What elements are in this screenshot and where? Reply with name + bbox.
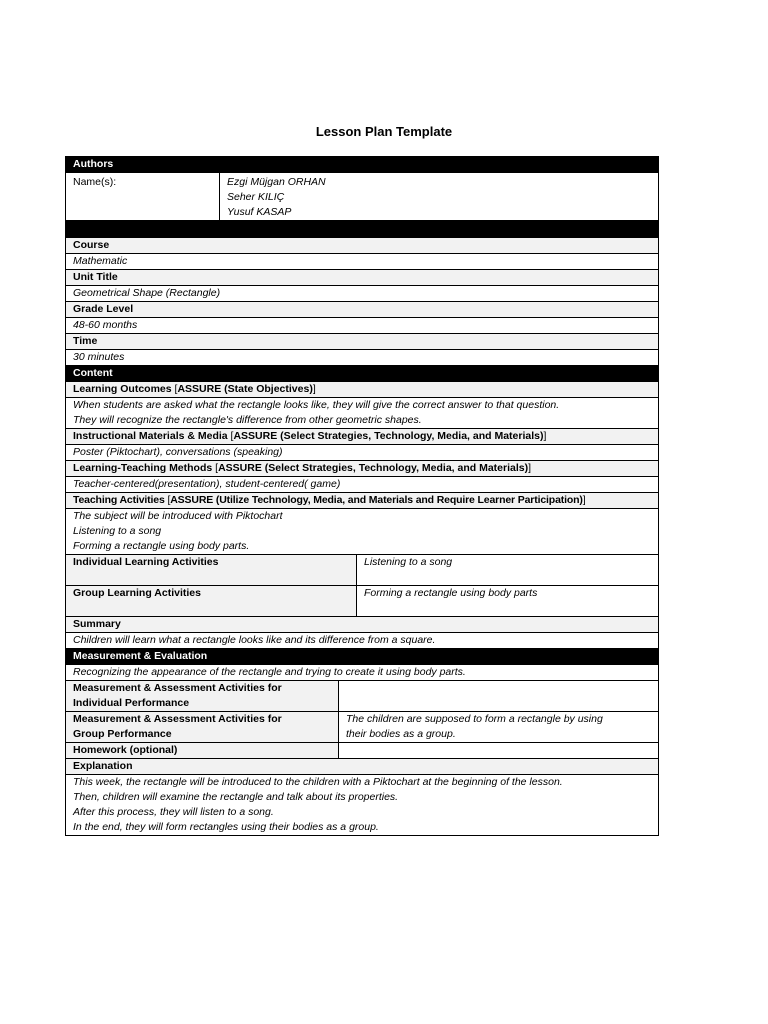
time-value: 30 minutes [73, 351, 125, 363]
page-title: Lesson Plan Template [315, 124, 453, 139]
materials-value-row [66, 444, 658, 460]
individual-assessment-row [66, 680, 658, 711]
teaching-activities-value-row [66, 508, 658, 554]
time-value-row [66, 349, 658, 365]
summary-label-row [66, 616, 658, 632]
learning-outcomes-value [66, 398, 658, 428]
individual-activities-row [66, 554, 658, 585]
group-activities-row [66, 585, 658, 616]
time-label-row [66, 333, 658, 349]
explanation-line: Then, children will examine the rectangle and talk about its properties. [73, 791, 399, 803]
measurement-header: Measurement & Evaluation [66, 649, 658, 664]
group-activities-label: Group Learning Activities [66, 586, 356, 616]
unit-title-label: Unit Title [66, 270, 658, 285]
homework-value [338, 743, 658, 758]
author-names [219, 173, 658, 220]
content-header-row [66, 365, 658, 381]
unit-title-value: Geometrical Shape (Rectangle) [73, 287, 221, 299]
course-label: Course [66, 238, 658, 253]
author-name: Ezgi Müjgan ORHAN [227, 176, 326, 188]
learning-outcomes-assure: ASSURE (State Objectives) [177, 383, 313, 395]
learning-outcomes-title: Learning Outcomes [73, 383, 172, 395]
author-name: Yusuf KASAP [227, 206, 292, 218]
materials-label-row [66, 428, 658, 444]
author-name: Seher KILIÇ [227, 191, 285, 203]
course-value: Mathematic [73, 255, 128, 267]
activity-line: Forming a rectangle using body parts. [73, 540, 250, 552]
grade-level-label-row [66, 301, 658, 317]
summary-value-row [66, 632, 658, 648]
measurement-header-row [66, 648, 658, 664]
teaching-activities-assure: ASSURE (Utilize Technology, Media, and Materials and Require Learner Participation) [170, 494, 583, 506]
materials-value: Poster (Piktochart), conversations (speaking) [73, 446, 283, 458]
explanation-label: Explanation [66, 759, 658, 774]
grade-level-value-row [66, 317, 658, 333]
grade-level-label: Grade Level [66, 302, 658, 317]
course-label-row [66, 237, 658, 253]
names-label: Name(s): [73, 176, 117, 188]
individual-activities-value: Listening to a song [356, 555, 658, 585]
learning-outcomes-value-row [66, 397, 658, 428]
homework-label: Homework (optional) [66, 743, 338, 758]
activity-line: The subject will be introduced with Piktochart [73, 510, 283, 522]
teaching-activities-value [66, 509, 658, 554]
authors-header: Authors [66, 157, 658, 172]
methods-value: Teacher-centered(presentation), student-centered( game) [73, 478, 341, 490]
individual-activities-label: Individual Learning Activities [66, 555, 356, 585]
summary-label: Summary [66, 617, 658, 632]
measurement-value: Recognizing the appearance of the rectangle and trying to create it using body parts. [73, 666, 466, 678]
explanation-line: This week, the rectangle will be introduced to the children with a Piktochart at the beginning of the lesson. [73, 776, 563, 788]
methods-value-row [66, 476, 658, 492]
homework-row [66, 742, 658, 758]
individual-assessment-value [338, 681, 658, 711]
explanation-label-row [66, 758, 658, 774]
group-assessment-value: The children are supposed to form a rectangle by using their bodies as a group. [338, 712, 658, 742]
teaching-activities-title: Teaching Activities [73, 494, 165, 506]
methods-label: Learning-Teaching Methods [ASSURE (Select Strategies, Technology, Media, and Materials)] [66, 461, 658, 476]
unit-title-value-row [66, 285, 658, 301]
lesson-plan-table [65, 156, 659, 836]
summary-value: Children will learn what a rectangle looks like and its difference from a square. [73, 634, 436, 646]
teaching-activities-label: Teaching Activities [ASSURE (Utilize Technology, Media, and Materials and Require Learner Participation)] [66, 493, 658, 508]
explanation-value-row [66, 774, 658, 835]
black-separator [66, 221, 658, 237]
individual-assessment-label: Measurement & Assessment Activities for Individual Performance [66, 681, 338, 711]
explanation-line: After this process, they will listen to a song. [73, 806, 274, 818]
grade-level-value: 48-60 months [73, 319, 138, 331]
activity-line: Listening to a song [73, 525, 162, 537]
materials-assure: ASSURE (Select Strategies, Technology, Media, and Materials) [233, 430, 544, 442]
explanation-line: In the end, they will form rectangles using their bodies as a group. [73, 821, 379, 833]
unit-title-label-row [66, 269, 658, 285]
content-header: Content [66, 366, 658, 381]
authors-names-row [66, 172, 658, 220]
learning-outcomes-label-row [66, 381, 658, 397]
authors-header-row [66, 157, 658, 172]
materials-title: Instructional Materials & Media [73, 430, 228, 442]
explanation-value [66, 775, 658, 835]
measurement-value-row [66, 664, 658, 680]
course-value-row [66, 253, 658, 269]
separator-row [66, 220, 658, 237]
time-label: Time [66, 334, 658, 349]
materials-label: Instructional Materials & Media [ASSURE (Select Strategies, Technology, Media, and Materials)] [66, 429, 658, 444]
outcome-line: When students are asked what the rectangle looks like, they will give the correct answer to that question. [73, 399, 560, 411]
group-activities-value: Forming a rectangle using body parts [356, 586, 658, 616]
methods-label-row [66, 460, 658, 476]
group-assessment-row [66, 711, 658, 742]
outcome-line: They will recognize the rectangle's difference from other geometric shapes. [73, 414, 422, 426]
learning-outcomes-label: Learning Outcomes [ASSURE (State Objectives)] [66, 382, 658, 397]
teaching-activities-label-row [66, 492, 658, 508]
methods-title: Learning-Teaching Methods [73, 462, 213, 474]
group-assessment-label: Measurement & Assessment Activities for Group Performance [66, 712, 338, 742]
methods-assure: ASSURE (Select Strategies, Technology, Media, and Materials) [218, 462, 529, 474]
